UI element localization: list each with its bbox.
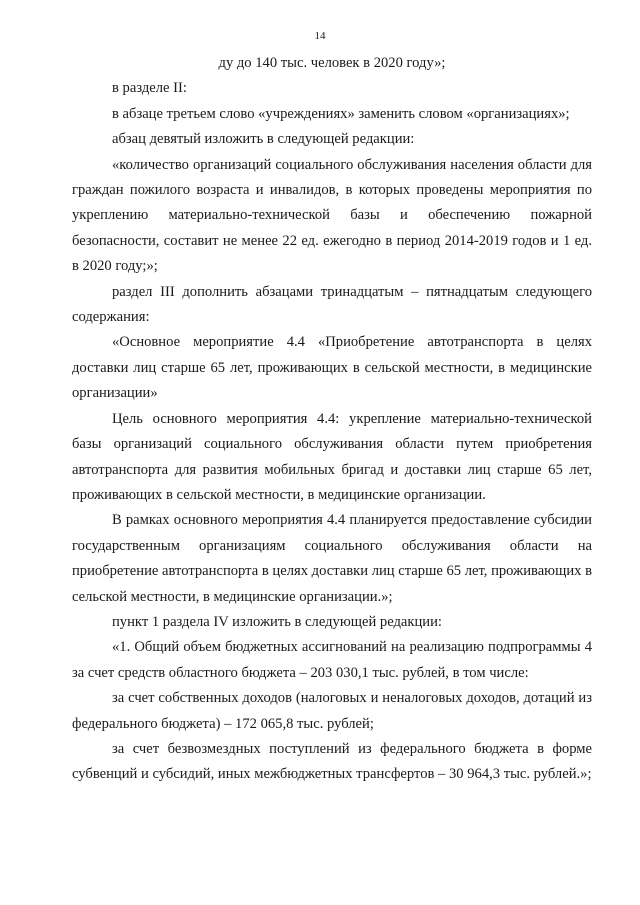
document-body (72, 51, 592, 788)
paragraph-word-replace: в абзаце третьем слово «учреждениях» заменить словом «организациях»; (112, 105, 570, 122)
paragraph-measure-subsidy: В рамках основного мероприятия 4.4 планируется предоставление субсидии государственным организациям социального обслуживания области на приобретение автотранспорта в целях доставки лиц старше 65 лет, проживающих в сельской местности, в медицинские организации.»; (72, 512, 592, 605)
paragraph-abzac-nine: абзац девятый изложить в следующей редакции: (112, 131, 415, 148)
paragraph-federal-transfers: за счет безвозмездных поступлений из федерального бюджета в форме субвенций и субсидий, иных межбюджетных трансфертов – 30 964,3 тыс. рублей.»; (72, 740, 592, 783)
paragraph-section-iv: пункт 1 раздела IV изложить в следующей редакции: (112, 613, 442, 630)
paragraph-section-ii: в разделе II: (112, 80, 187, 97)
paragraph-budget-total: «1. Общий объем бюджетных ассигнований на реализацию подпрограммы 4 за счет средств областного бюджета – 203 030,1 тыс. рублей, в том числе: (72, 639, 592, 681)
page-number: 14 (314, 30, 326, 42)
paragraph-measure-goal: Цель основного мероприятия 4.4: укрепление материально-технической базы организаций социального обслуживания области путем приобретения автотранспорта для развития мобильных бригад и доставки лиц старше 65 лет, проживающих в сельской местности, в медицинские организации. (72, 410, 592, 503)
paragraph-continuation: ду до 140 тыс. человек в 2020 году»; (218, 55, 446, 71)
paragraph-main-measure-title: «Основное мероприятие 4.4 «Приобретение автотранспорта в целях доставки лиц старше 65 лет, проживающих в сельской местности, в медицинские организации» (72, 334, 592, 402)
paragraph-organizations-count: «количество организаций социального обслуживания населения области для граждан пожилого возраста и инвалидов, в которых проведены мероприятия по укреплению материально-технической базы и обеспечению пожарной безопасности, составит не менее 22 ед. ежегодно в период 2014-2019 годов и 1 ед. в 2020 году;»; (72, 156, 592, 275)
paragraph-own-revenue: за счет собственных доходов (налоговых и неналоговых доходов, дотаций из федерального бюджета) – 172 065,8 тыс. рублей; (72, 690, 592, 732)
paragraph-section-iii: раздел III дополнить абзацами тринадцатым – пятнадцатым следующего содержания: (72, 283, 592, 326)
